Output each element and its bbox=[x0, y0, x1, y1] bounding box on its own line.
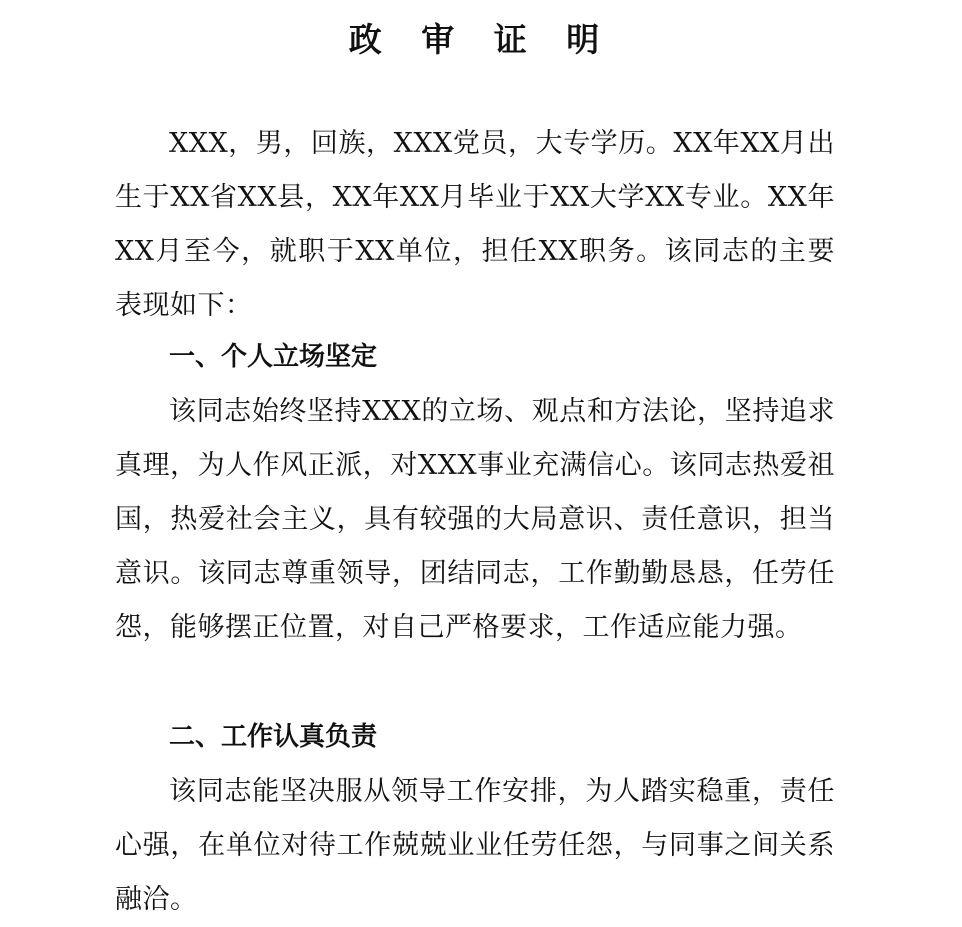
intro-paragraph: XXX，男，回族，XXX党员，大专学历。XX年XX月出生于XX省XX县，XX年XX月毕业于XX大学XX专业。XX年XX月至今，就职于XX单位，担任XX职务。该同志的主要表现如下： bbox=[115, 128, 835, 321]
section-body-2: 该同志能坚决服从领导工作安排，为人踏实稳重，责任心强，在单位对待工作兢兢业业任劳任怨，与同事之间关系融洽。 bbox=[115, 776, 835, 915]
document-title: 政 审 证 明 bbox=[348, 20, 614, 59]
section-heading-2: 二、工作认真负责 bbox=[169, 722, 378, 752]
section-body-1: 该同志始终坚持XXX的立场、观点和方法论，坚持追求真理，为人作风正派，对XXX事业充满信心。该同志热爱祖国，热爱社会主义，具有较强的大局意识、责任意识，担当意识。该同志尊重领导，团结同志，工作勤勤恳恳，任劳任怨，能够摆正位置，对自己严格要求，工作适应能力强。 bbox=[115, 396, 835, 643]
section-heading-1: 一、个人立场坚定 bbox=[169, 342, 378, 372]
